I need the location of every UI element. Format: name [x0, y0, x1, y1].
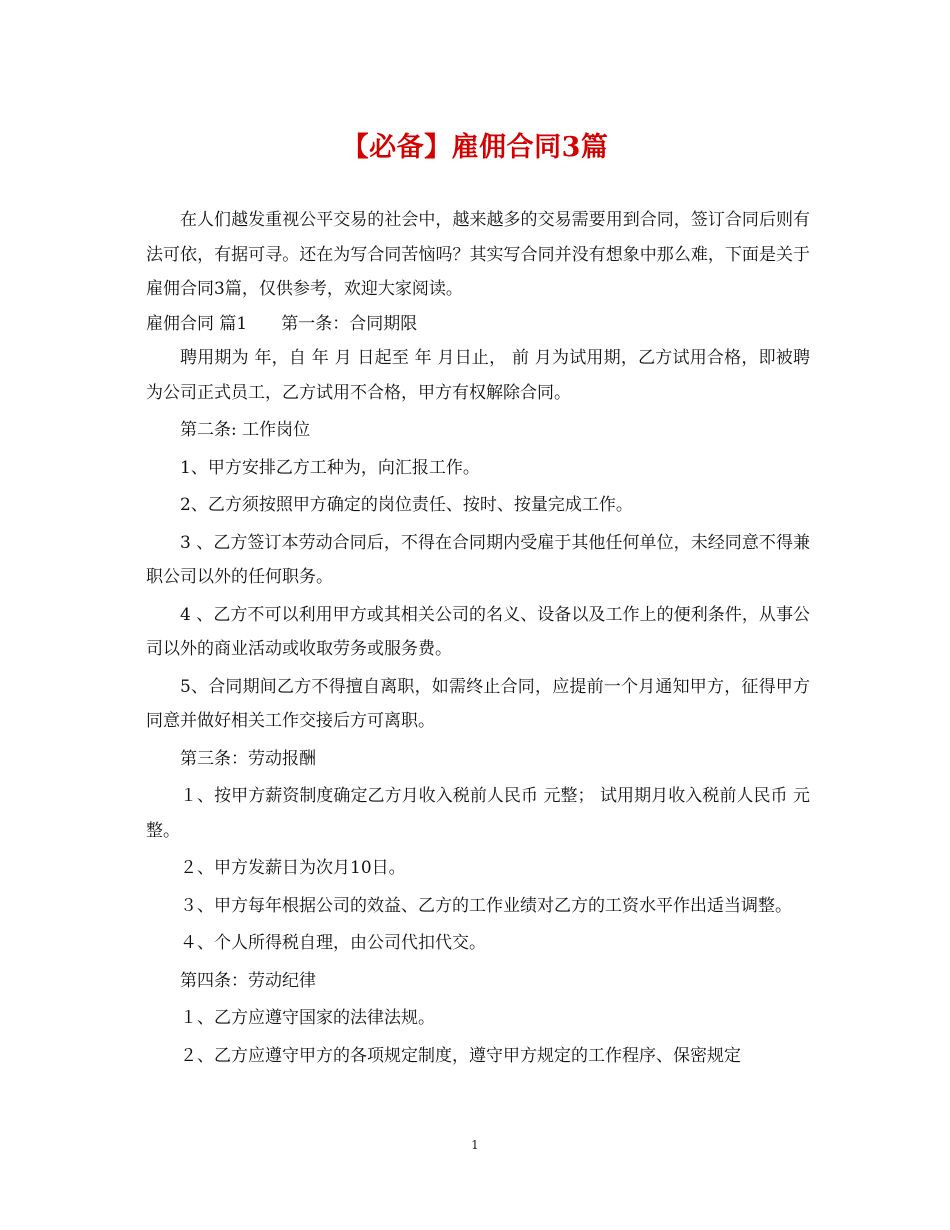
paragraph-3-2: ２、甲方发薪日为次月10日。 [180, 858, 406, 878]
paragraph-2-4: 4 、乙方不可以利用甲方或其相关公司的名义、设备以及工作上的便利条件，从事公司以外的商业活动或收取劳务或服务费。 [146, 604, 810, 659]
document-title: 【必备】雇佣合同3篇 [341, 132, 609, 163]
section-heading: 雇佣合同 篇1 第一条：合同期限 [146, 313, 418, 334]
paragraph-term: 聘用期为 年，自 年 月 日起至 年 月日止， 前 月为试用期，乙方试用合格，即被聘为公司正式员工，乙方试用不合格，甲方有权解除合同。 [146, 348, 810, 403]
paragraph-3-3: ３、甲方每年根据公司的效益、乙方的工作业绩对乙方的工资水平作出适当调整。 [180, 895, 792, 916]
paragraph-2-3: 3 、乙方签订本劳动合同后，不得在合同期内受雇于其他任何单位，未经同意不得兼职公司以外的任何职务。 [146, 532, 810, 587]
heading-article-4: 第四条：劳动纪律 [180, 970, 316, 991]
intro-paragraph: 在人们越发重视公平交易的社会中，越来越多的交易需要用到合同，签订合同后则有法可依，有据可寻。还在为写合同苦恼吗？其实写合同并没有想象中那么难，下面是关于雇佣合同3篇，仅供参考，欢迎大家阅读。 [146, 210, 810, 299]
document-body [146, 203, 810, 1073]
paragraph-2-5: 5、合同期间乙方不得擅自离职，如需终止合同，应提前一个月通知甲方，征得甲方同意并做好相关工作交接后方可离职。 [146, 676, 810, 731]
paragraph-2-2: 2、乙方须按照甲方确定的岗位责任、按时、按量完成工作。 [180, 495, 633, 515]
heading-article-3: 第三条：劳动报酬 [180, 748, 316, 769]
paragraph-3-4: ４、个人所得税自理，由公司代扣代交。 [180, 933, 486, 953]
paragraph-4-2: ２、乙方应遵守甲方的各项规定制度，遵守甲方规定的工作程序、保密规定 [180, 1045, 741, 1066]
paragraph-4-1: １、乙方应遵守国家的法律法规。 [180, 1008, 435, 1028]
paragraph-3-1: １、按甲方薪资制度确定乙方月收入税前人民币 元整； 试用期月收入税前人民币 元整。 [146, 786, 810, 841]
paragraph-2-1: 1、甲方安排乙方工种为，向汇报工作。 [180, 457, 480, 478]
page-number: 1 [471, 1138, 479, 1152]
heading-article-2: 第二条: 工作岗位 [180, 420, 311, 440]
